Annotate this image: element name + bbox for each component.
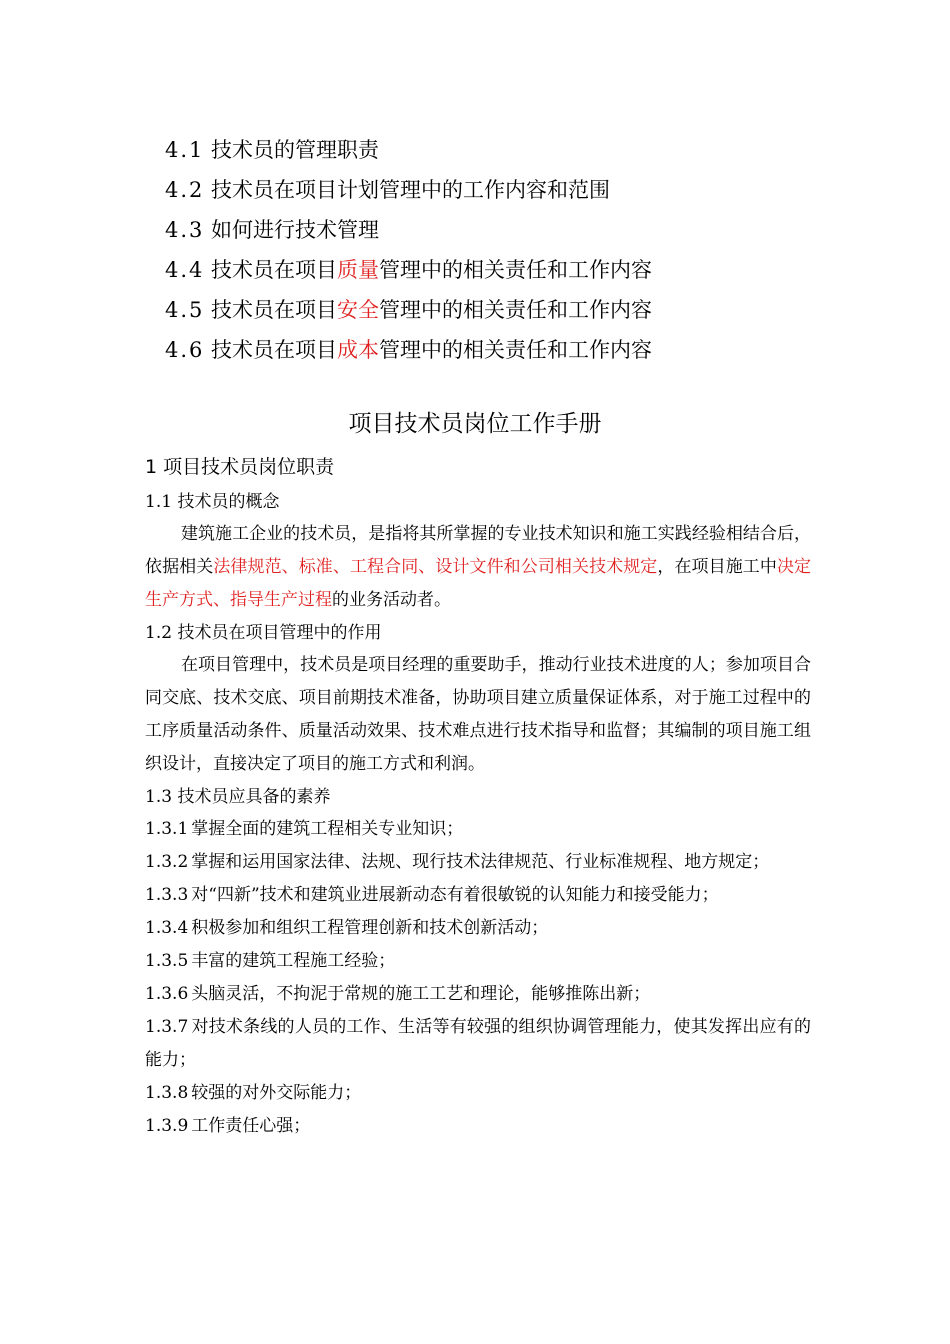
toc-text: 如何进行技术管理 bbox=[211, 218, 379, 242]
toc-number: 4.6 bbox=[165, 338, 205, 362]
subsection-heading: 1.2 技术员在项目管理中的作用 bbox=[145, 623, 382, 643]
toc-item bbox=[165, 170, 865, 210]
toc-text: 技术员在项目 bbox=[211, 338, 337, 362]
highlight-text: 决定生产方式、指导生产过程 bbox=[145, 557, 812, 610]
paragraph-text: ，在项目施工中 bbox=[657, 557, 777, 577]
list-item bbox=[145, 945, 811, 978]
toc-text: 技术员的管理职责 bbox=[211, 138, 379, 162]
toc-highlight-text: 质量 bbox=[337, 258, 379, 282]
toc-text: 技术员在项目 bbox=[211, 258, 337, 282]
item-text: 对“四新”技术和建筑业进展新动态有着很敏锐的认知能力和接受能力； bbox=[191, 885, 719, 905]
document-body bbox=[145, 452, 811, 1143]
list-item bbox=[145, 846, 811, 879]
list-item bbox=[145, 1110, 811, 1143]
toc-number: 4.2 bbox=[165, 178, 205, 202]
item-number: 1.3.9 bbox=[145, 1116, 189, 1136]
toc-item bbox=[165, 250, 865, 290]
toc-text: 管理中的相关责任和工作内容 bbox=[379, 338, 652, 362]
toc-text: 技术员在项目 bbox=[211, 298, 337, 322]
item-text: 较强的对外交际能力； bbox=[191, 1083, 362, 1103]
role-paragraph: 在项目管理中，技术员是项目经理的重要助手，推动行业技术进度的人；参加项目合同交底、技术交底、项目前期技术准备，协助项目建立质量保证体系，对于施工过程中的工序质量活动条件、质量活动效果、技术难点进行技术指导和监督；其编制的项目施工组织设计，直接决定了项目的施工方式和利润。 bbox=[145, 655, 811, 774]
toc-text: 管理中的相关责任和工作内容 bbox=[379, 258, 652, 282]
toc-item bbox=[165, 330, 865, 370]
item-number: 1.3.1 bbox=[145, 819, 189, 839]
list-item bbox=[145, 813, 811, 846]
toc-number: 4.3 bbox=[165, 218, 205, 242]
toc-number: 4.4 bbox=[165, 258, 205, 282]
item-text: 掌握全面的建筑工程相关专业知识； bbox=[191, 819, 464, 839]
paragraph-text: 的业务活动者。 bbox=[332, 590, 451, 610]
toc-text: 技术员在项目计划管理中的工作内容和范围 bbox=[211, 178, 610, 202]
toc-text: 管理中的相关责任和工作内容 bbox=[379, 298, 652, 322]
item-number: 1.3.5 bbox=[145, 951, 189, 971]
subsection-heading: 1.1 技术员的概念 bbox=[145, 492, 280, 512]
item-text: 头脑灵活，不拘泥于常规的施工工艺和理论，能够推陈出新； bbox=[191, 984, 651, 1004]
toc-item bbox=[165, 290, 865, 330]
item-text: 对技术条线的人员的工作、生活等有较强的组织协调管理能力，使其发挥出应有的能力； bbox=[145, 1017, 811, 1070]
item-text: 工作责任心强； bbox=[191, 1116, 311, 1136]
toc-item bbox=[165, 210, 865, 250]
item-number: 1.3.8 bbox=[145, 1083, 189, 1103]
item-text: 积极参加和组织工程管理创新和技术创新活动； bbox=[191, 918, 549, 938]
toc-highlight-text: 安全 bbox=[337, 298, 379, 322]
table-of-contents bbox=[165, 130, 865, 370]
subsection-heading: 1.3 技术员应具备的素养 bbox=[145, 787, 331, 807]
list-item bbox=[145, 1011, 811, 1077]
concept-paragraph bbox=[145, 518, 811, 617]
toc-item bbox=[165, 130, 865, 170]
section-heading: 1 项目技术员岗位职责 bbox=[145, 456, 335, 478]
toc-number: 4.5 bbox=[165, 298, 205, 322]
highlight-text: 法律规范、标准、工程合同、设计文件和公司相关技术规定 bbox=[213, 557, 658, 577]
toc-number: 4.1 bbox=[165, 138, 205, 162]
list-item bbox=[145, 879, 811, 912]
item-text: 掌握和运用国家法律、法规、现行技术法律规范、行业标准规程、地方规定； bbox=[191, 852, 770, 872]
item-text: 丰富的建筑工程施工经验； bbox=[191, 951, 396, 971]
item-number: 1.3.4 bbox=[145, 918, 189, 938]
item-number: 1.3.2 bbox=[145, 852, 189, 872]
document-title: 项目技术员岗位工作手册 bbox=[348, 411, 602, 437]
list-item bbox=[145, 912, 811, 945]
toc-highlight-text: 成本 bbox=[337, 338, 379, 362]
list-item bbox=[145, 1077, 811, 1110]
list-item bbox=[145, 978, 811, 1011]
item-number: 1.3.6 bbox=[145, 984, 189, 1004]
item-number: 1.3.3 bbox=[145, 885, 189, 905]
item-number: 1.3.7 bbox=[145, 1017, 189, 1037]
paragraph-text: 建筑施工企业的技术员，是指将其所掌握的专业技术知识和施工实践经验相结合后，依据相关 bbox=[145, 524, 811, 577]
